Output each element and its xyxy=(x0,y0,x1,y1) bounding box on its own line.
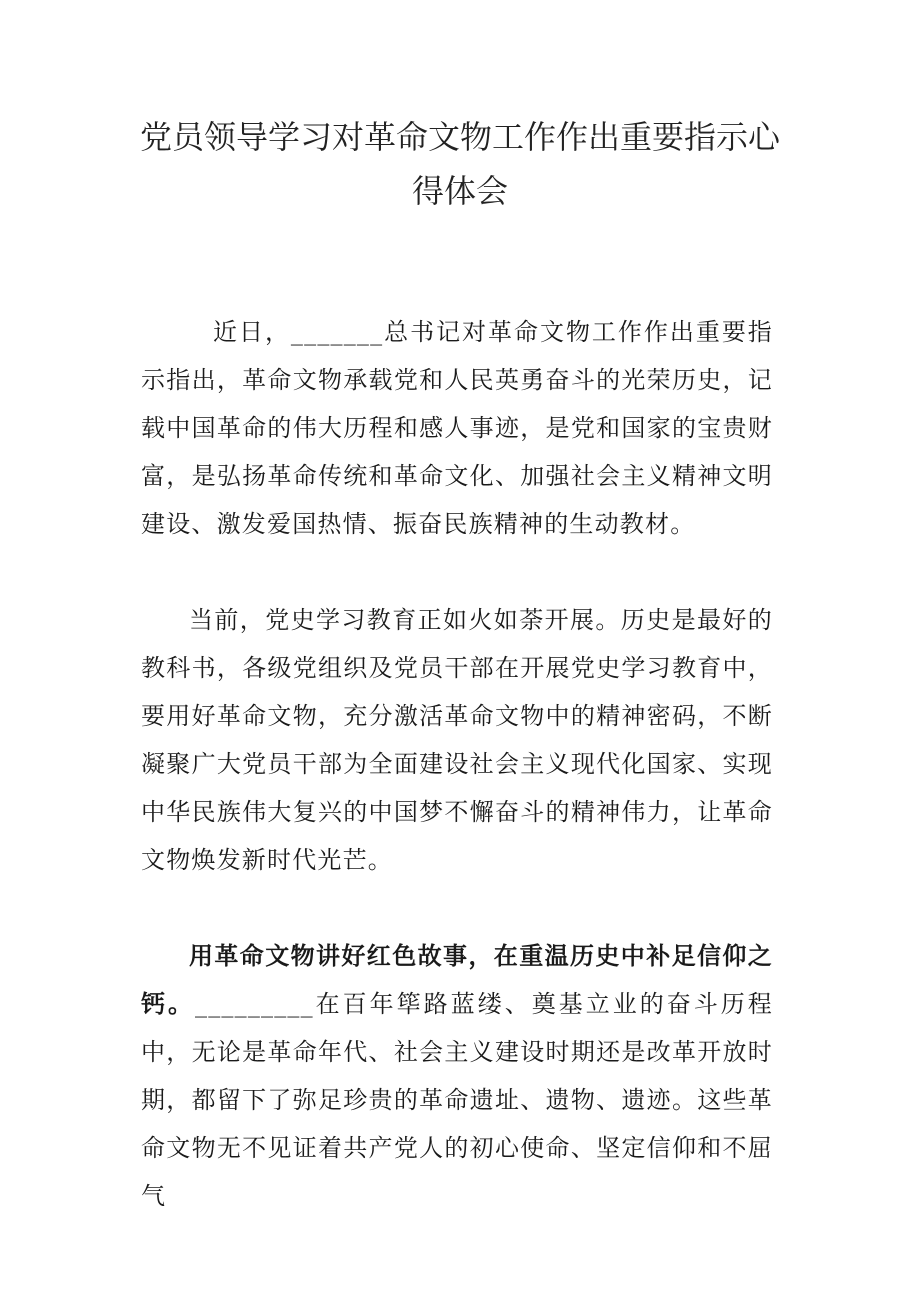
paragraph-2 xyxy=(141,596,773,884)
paragraph-1-text: 近日，_______总书记对革命文物工作作出重要指示指出，革命文物承载党和人民英勇奋斗的光荣历史，记载中国革命的伟大历程和感人事迹，是党和国家的宝贵财富，是弘扬革命传统和革命文化、加强社会主义精神文明建设、激发爱国热情、振奋民族精神的生动教材。 xyxy=(141,318,773,538)
paragraph-3 xyxy=(141,932,773,1220)
document-title: 党员领导学习对革命文物工作作出重要指示心得体会 xyxy=(139,118,780,210)
paragraph-3-text: _________在百年筚路蓝缕、奠基立业的奋斗历程中，无论是革命年代、社会主义建设时期还是改革开放时期，都留下了弥足珍贵的革命遗址、遗物、遗迹。这些革命文物无不见证着共产党人的初心使命、坚定信仰和不屈气 xyxy=(141,990,774,1210)
paragraph-1 xyxy=(141,308,773,548)
paragraph-3-heading: 用革命文物讲好红色故事，在重温历史中补足信仰之钙。 xyxy=(141,941,773,1018)
paragraph-2-text: 当前，党史学习教育正如火如荼开展。历史是最好的教科书，各级党组织及党员干部在开展党史学习教育中，要用好革命文物，充分激活革命文物中的精神密码，不断凝聚广大党员干部为全面建设社会主义现代化国家、实现中华民族伟大复兴的中国梦不懈奋斗的精神伟力，让革命文物焕发新时代光芒。 xyxy=(141,606,773,874)
